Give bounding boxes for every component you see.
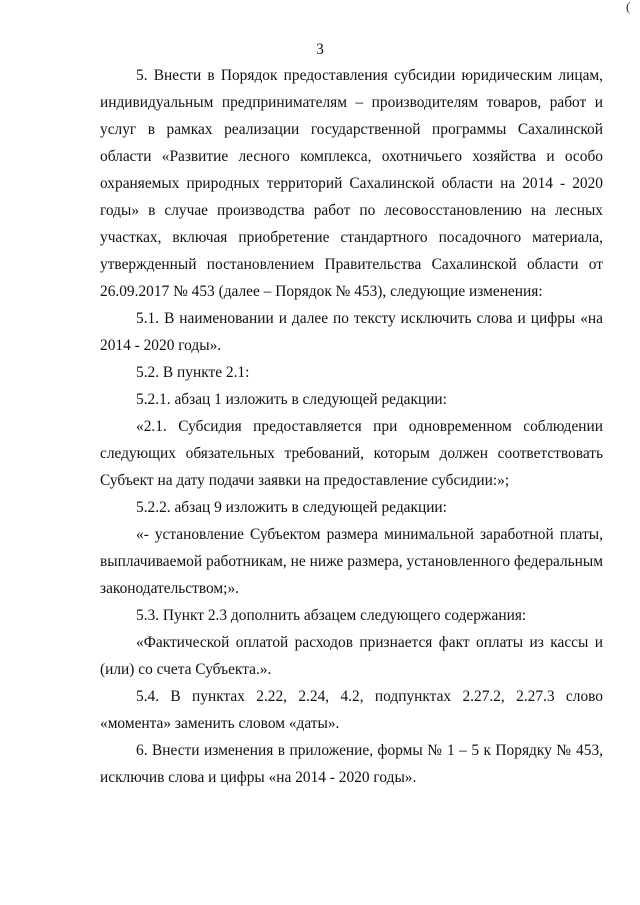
- page-number: 3: [316, 41, 324, 58]
- paragraph-5-1: 5.1. В наименовании и далее по тексту исключить слова и цифры «на 2014 - 2020 годы».: [100, 310, 603, 354]
- paragraph-5-2-1: 5.2.1. абзац 1 изложить в следующей редакции:: [136, 391, 447, 408]
- paragraph-5-3: 5.3. Пункт 2.3 дополнить абзацем следующего содержания:: [136, 607, 527, 624]
- paragraph-6: 6. Внести изменения в приложение, формы № 1 – 5 к Порядку № 453, исключив слова и цифры «на 2014 - 2020 годы».: [100, 742, 603, 786]
- document-body: [100, 62, 603, 791]
- paragraph-quote-payment: «Фактической оплатой расходов признается факт оплаты из кассы и (или) со счета Субъекта.».: [100, 634, 603, 678]
- paragraph-5: 5. Внести в Порядок предоставления субсидии юридическим лицам, индивидуальным предпринимателям – производителям товаров, работ и услуг в рамках реализации государственной программы Сахалинской области «Развитие лесного комплекса, охотничьего хозяйства и особо охраняемых природных территорий Сахалинской области на 2014 - 2020 годы» в случае производства работ по лесовосстановлению на лесных участках, включая приобретение стандартного посадочного материала, утвержденный постановлением Правительства Сахалинской области от 26.09.2017 № 453 (далее – Порядок № 453), следующие изменения:: [100, 67, 603, 300]
- scan-corner-mark: (: [626, 0, 631, 14]
- paragraph-5-4: 5.4. В пунктах 2.22, 2.24, 4.2, подпунктах 2.27.2, 2.27.3 слово «момента» заменить словом «даты».: [100, 688, 603, 732]
- paragraph-quote-min-wage: «- установление Субъектом размера минимальной заработной платы, выплачиваемой работникам, не ниже размера, установленного федеральным законодательством;».: [100, 526, 603, 597]
- paragraph-quote-2-1: «2.1. Субсидия предоставляется при одновременном соблюдении следующих обязательных требований, которым должен соответствовать Субъект на дату подачи заявки на предоставление субсидии:»;: [100, 418, 603, 489]
- paragraph-5-2: 5.2. В пункте 2.1:: [136, 364, 250, 381]
- paragraph-5-2-2: 5.2.2. абзац 9 изложить в следующей редакции:: [136, 499, 447, 516]
